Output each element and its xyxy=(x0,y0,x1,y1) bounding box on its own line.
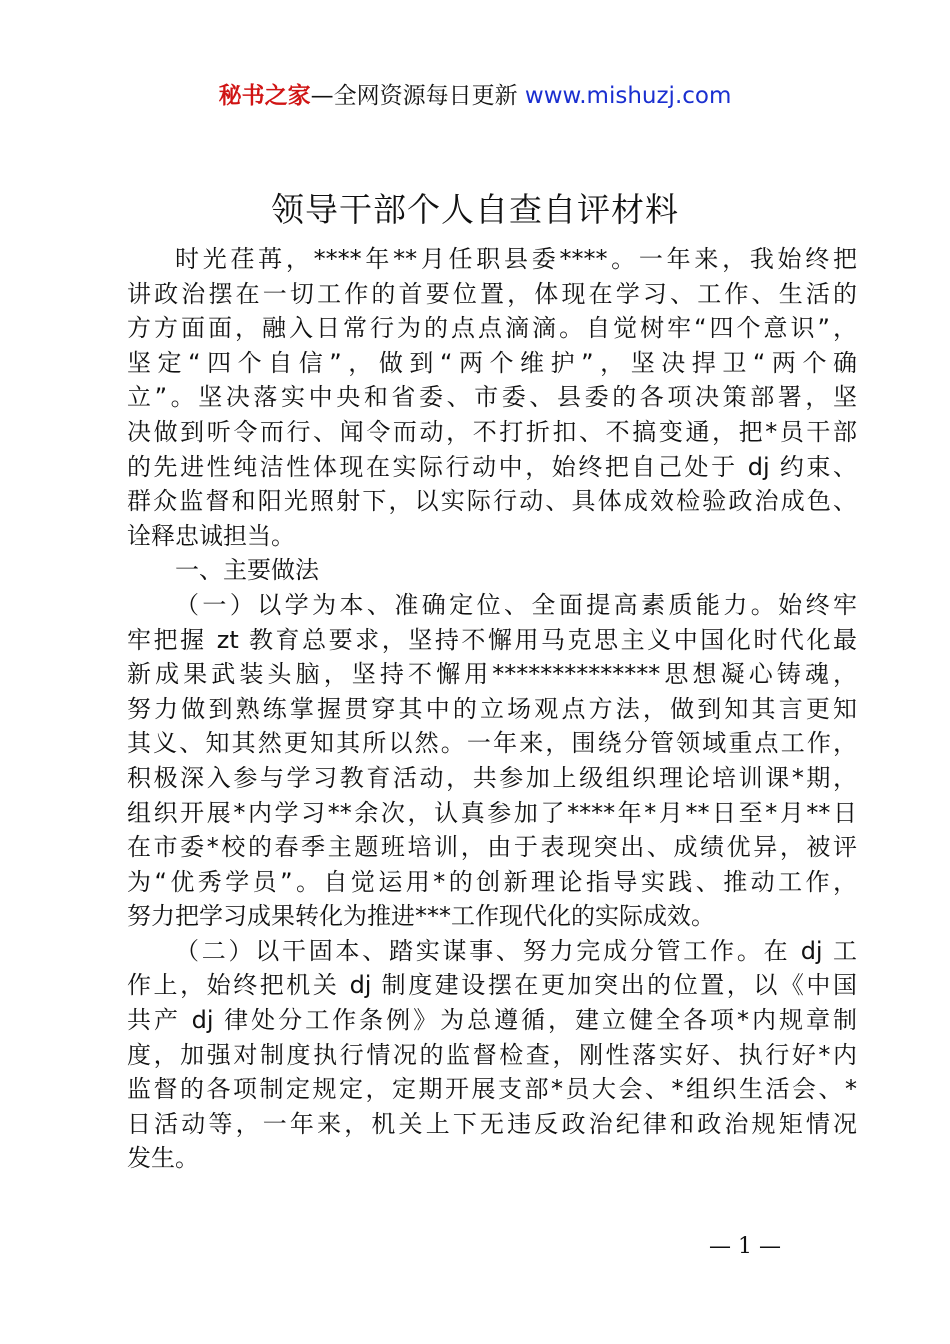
section-heading xyxy=(127,553,857,588)
text-line: 发生。 xyxy=(127,1144,199,1173)
text-line: 作上，始终把机关 dj 制度建设摆在更加突出的位置，以《中国 xyxy=(127,971,857,1000)
text-line: 立”。坚决落实中央和省委、市委、县委的各项决策部署，坚 xyxy=(127,383,857,412)
text-line: 在市委*校的春季主题班培训，由于表现突出、成绩优异，被评 xyxy=(127,833,857,862)
text-line: 群众监督和阳光照射下，以实际行动、具体成效检验政治成色、 xyxy=(127,487,857,516)
text-line: 方方面面，融入日常行为的点点滴滴。自觉树牢“四个意识”， xyxy=(127,314,857,343)
text-line: 坚定“四个自信”，做到“两个维护”，坚决捍卫“两个确 xyxy=(127,348,857,377)
paragraph-study xyxy=(127,588,857,934)
site-brand: 秘书之家 xyxy=(218,83,311,109)
site-url-link[interactable]: www.mishuzj.com xyxy=(524,83,732,109)
text-line: 监督的各项制定规定，定期开展支部*员大会、*组织生活会、* xyxy=(127,1075,857,1104)
site-tagline: —全网资源每日更新 xyxy=(310,83,518,109)
text-line: 一、主要做法 xyxy=(175,556,319,585)
text-line: 时光荏苒，****年**月任职县委****。一年来，我始终把 xyxy=(175,245,857,273)
text-line: 日活动等，一年来，机关上下无违反政治纪律和政治规矩情况 xyxy=(127,1109,857,1138)
text-line: 新成果武装头脑，坚持不懈用**************思想凝心铸魂， xyxy=(127,660,857,689)
text-line: 诠释忠诚担当。 xyxy=(127,521,295,550)
paragraph-intro xyxy=(127,242,857,553)
text-line: 为“优秀学员”。自觉运用*的创新理论指导实践、推动工作， xyxy=(127,867,857,896)
document-title: 领导干部个人自查自评材料 xyxy=(271,190,679,229)
text-line: 其义、知其然更知其所以然。一年来，围绕分管领域重点工作， xyxy=(127,729,857,758)
text-line: 共产 dj 律处分工作条例》为总遵循，建立健全各项*内规章制 xyxy=(127,1006,857,1035)
page-number: — 1 — xyxy=(709,1234,781,1259)
site-header xyxy=(0,80,950,112)
text-line: 讲政治摆在一切工作的首要位置，体现在学习、工作、生活的 xyxy=(127,279,857,308)
text-line: 度，加强对制度执行情况的监督检查，刚性落实好、执行好*内 xyxy=(127,1040,857,1069)
document-body xyxy=(127,242,857,1176)
text-line: 努力把学习成果转化为推进***工作现代化的实际成效。 xyxy=(127,902,715,931)
text-line: 积极深入参与学习教育活动，共参加上级组织理论培训课*期， xyxy=(127,763,857,792)
text-line: 牢把握 zt 教育总要求，坚持不懈用马克思主义中国化时代化最 xyxy=(127,625,857,654)
paragraph-work xyxy=(127,934,857,1176)
text-line: （一）以学为本、准确定位、全面提高素质能力。始终牢 xyxy=(175,590,857,619)
text-line: 决做到听令而行、闻令而动，不打折扣、不搞变通，把*员干部 xyxy=(127,417,857,446)
text-line: （二）以干固本、踏实谋事、努力完成分管工作。在 dj 工 xyxy=(175,936,857,965)
text-line: 努力做到熟练掌握贯穿其中的立场观点方法，做到知其言更知 xyxy=(127,694,857,723)
text-line: 的先进性纯洁性体现在实际行动中，始终把自己处于 dj 约束、 xyxy=(127,452,857,481)
text-line: 组织开展*内学习**余次，认真参加了****年*月**日至*月**日 xyxy=(127,798,857,827)
